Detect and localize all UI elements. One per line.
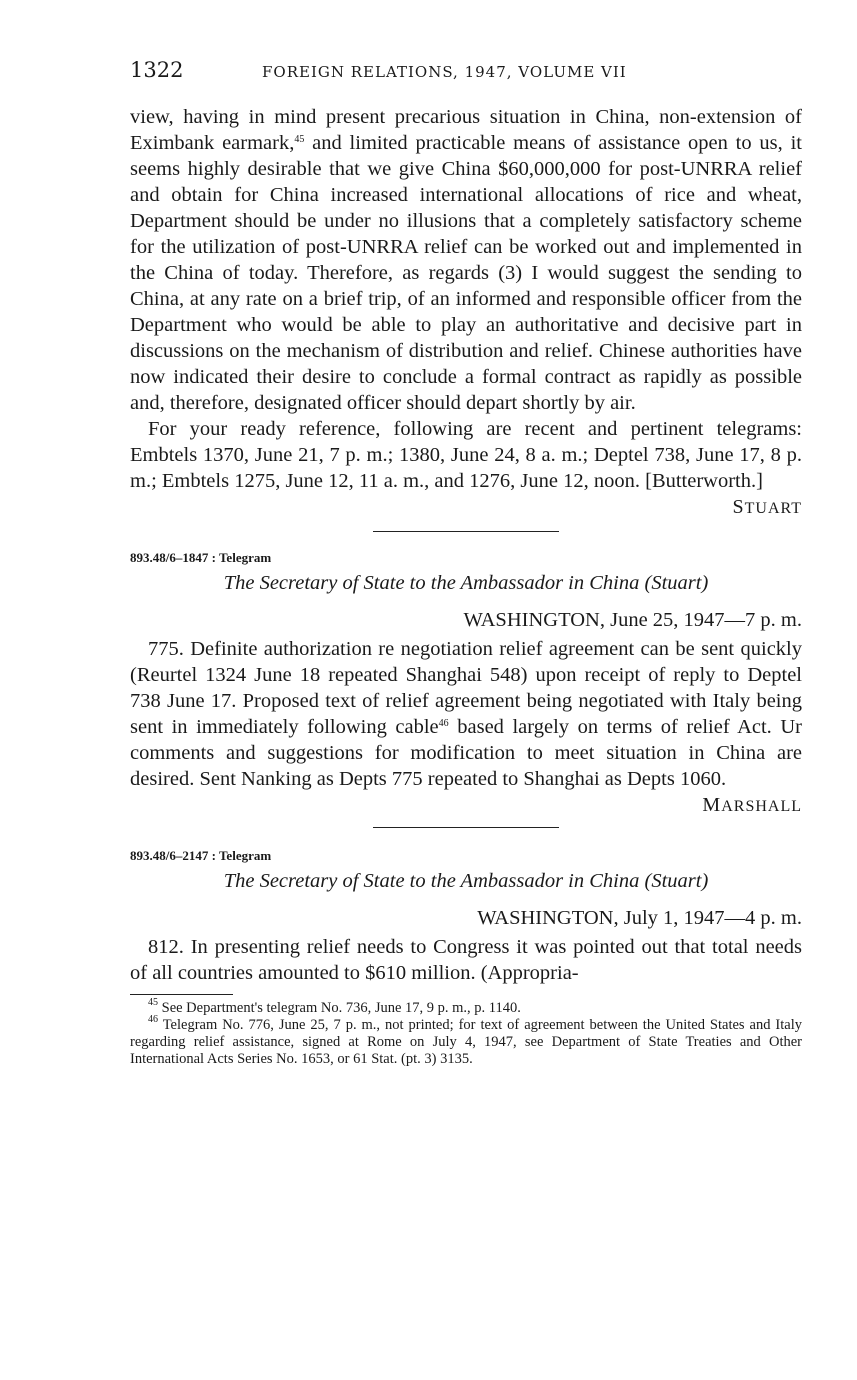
- signature-marshall: MARSHALL: [702, 794, 802, 816]
- footnote-ref-46: 46: [438, 718, 449, 729]
- telegram-body: 775. Definite authorization re negotiation relief agreement can be sent quickly (Reurtel 1324 June 18 repeated Shanghai 548) upon receipt of reply to Deptel 738 June 17. Proposed text of relief agreement being negotiated with Italy being sent in immediately following cable$^{46}$ based largely on terms of relief Act. Ur comments and suggestions for modification to meet situation in China are desired. Sent Nanking as Depts 775 repeated to Shanghai as Depts 1060.: [130, 638, 803, 790]
- footnote-ref-45: 45: [294, 134, 305, 145]
- page-number: 1322: [130, 58, 184, 82]
- continuation-paragraph: view, having in mind present precarious situation in China, non-extension of Eximbank earmark,$^{45}$ and limited practicable means of assistance open to us, it seems highly desirable that we give China $60,000,000 for post-UNRRA relief and obtain for China increased international allocations of rice and wheat, Department should be under no illusions that a completely satisfactory scheme for the utilization of post-UNRRA relief can be worked out and implemented in the China of today. Therefore, as regards (3) I would suggest the sending to China, at any rate on a brief trip, of an informed and responsible officer from the Department who would be able to play an authoritative and decisive part in discussions on the mechanism of distribution and relief. Chinese authorities have now indicated their desire to conclude a formal contract as rapidly as possible and, therefore, designated officer should depart shortly by air.: [130, 106, 802, 414]
- file-id: 893.48/6–1847 : Telegram: [130, 550, 272, 565]
- footnote-46: $^{46}$ Telegram No. 776, June 25, 7 p. m., not printed; for text of agreement between the United States and Italy regarding relief assistance, signed at Rome on July 4, 1947, see Department of State Treaties and Other International Acts Series No. 1653, or 61 Stat. (pt. 3) 3135.: [130, 1014, 802, 1067]
- file-id: 893.48/6–2147 : Telegram: [130, 848, 272, 863]
- document-title: The Secretary of State to the Ambassador in China (Stuart): [223, 572, 709, 594]
- reference-paragraph: For your ready reference, following are recent and pertinent telegrams: Embtels 1370, June 21, 7 p. m.; 1380, June 24, 8 a. m.; Deptel 738, June 17, 8 p. m.; Embtels 1275, June 12, 11 a. m., and 1276, June 12, noon. [Butterworth.]: [130, 418, 802, 492]
- footnote-45: $^{45}$ See Department's telegram No. 736, June 17, 9 p. m., p. 1140.: [148, 997, 521, 1016]
- running-head: FOREIGN RELATIONS, 1947, VOLUME VII: [262, 63, 627, 81]
- dateline: WASHINGTON, July 1, 1947—4 p. m.: [477, 907, 802, 929]
- signature-stuart: STUART: [732, 496, 802, 518]
- page-header: [130, 58, 802, 88]
- section-divider: [373, 531, 559, 532]
- footnotes: [130, 997, 802, 1068]
- section-divider: [373, 827, 559, 828]
- dateline: WASHINGTON, June 25, 1947—7 p. m.: [463, 609, 802, 631]
- telegram-body: 812. In presenting relief needs to Congress it was pointed out that total needs of all countries amounted to $610 million. (Appropria-: [130, 936, 802, 984]
- footnote-divider: [130, 994, 233, 995]
- document-title: The Secretary of State to the Ambassador in China (Stuart): [223, 870, 709, 892]
- page: [130, 58, 802, 1068]
